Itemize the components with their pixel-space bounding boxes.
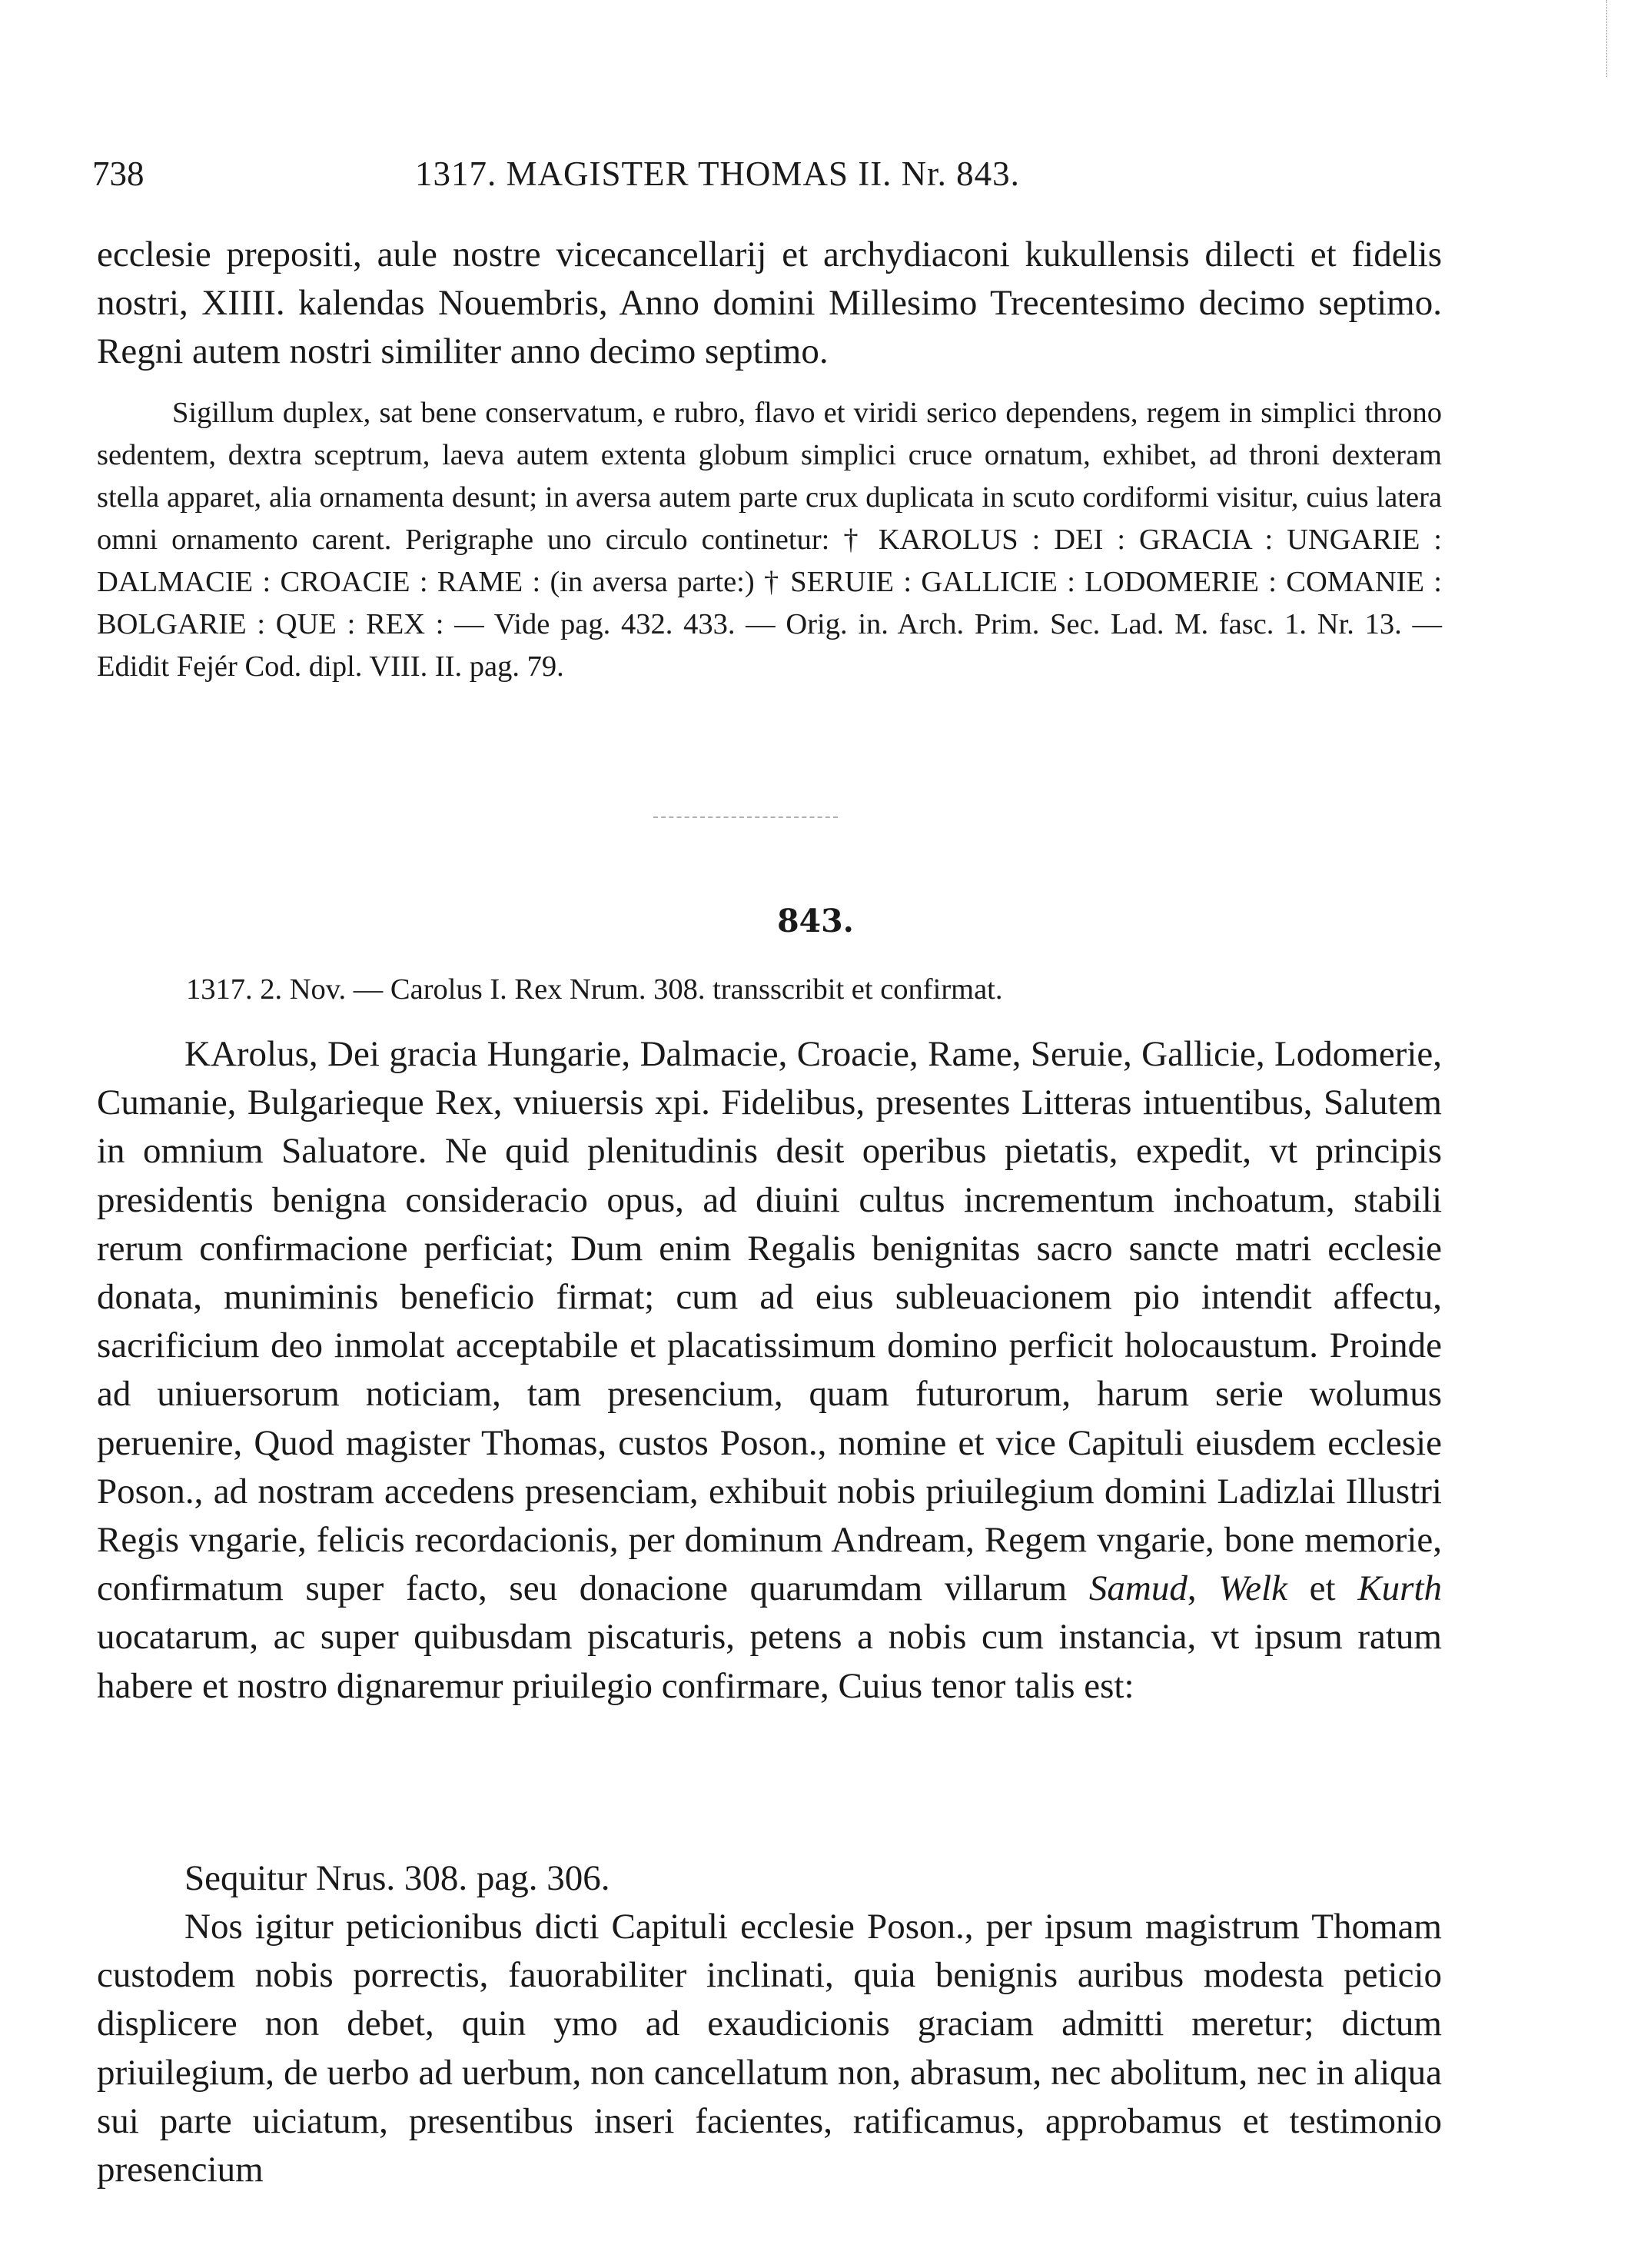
place-separator-1: , (1187, 1568, 1219, 1609)
charter-text-part2: uocatarum, ac super quibusdam piscaturis, petens a nobis cum instancia, vt ipsum ratum habere et nostro dignaremur priuilegio confirmare, Cuius tenor talis est: (97, 1617, 1442, 1706)
seal-description-note: Sigillum duplex, sat bene conservatum, e rubro, flavo et viridi serico dependens, regem in simplici throno sedentem, dextra sceptrum, laeva autem extenta globum simplici cruce ornatum, exhibet, ad throni dexteram stella apparet, alia ornamenta desunt; in aversa autem parte crux duplicata in scuto cordiformi visitur, cuius latera omni ornamento carent. Perigraphe uno circulo continetur: † KAROLUS : DEI : GRACIA : UNGARIE : DALMACIE : CROACIE : RAME : (in aversa parte:) † SERUIE : GALLICIE : LODOMERIE : COMANIE : BOLGARIE : QUE : REX : — Vide pag. 432. 433. — Orig. in. Arch. Prim. Sec. Lad. M. fasc. 1. Nr. 13. — Edidit Fejér Cod. dipl. VIII. II. pag. 79. (97, 397, 1442, 683)
sequitur-reference: Sequitur Nrus. 308. pag. 306. (184, 1858, 610, 1898)
place-separator-2: et (1287, 1568, 1358, 1609)
scan-edge-mark (1606, 0, 1613, 77)
page-number: 738 (92, 155, 144, 193)
place-name-samud: Samud (1088, 1568, 1188, 1609)
continuation-paragraph: ecclesie prepositi, aule nostre vicecancellarij et archydiaconi kukullensis dilecti et fidelis nostri, XIIII. kalendas Nouembris, Anno domini Millesimo Trecentesimo decimo septimo. Regni autem nostri similiter anno decimo septimo. (97, 234, 1442, 371)
running-head (92, 154, 1537, 200)
confirmation-paragraph: Nos igitur peticionibus dicti Capituli ecclesie Poson., per ipsum magistrum Thomam custodem nobis porrectis, fauorabiliter inclinati, quia benignis auribus modesta peticio displicere non debet, quin ymo ad exaudicionis graciam admitti meretur; dictum priuilegium, de uerbo ad uerbum, non cancellatum non, abrasum, nec abolitum, nec in aliqua sui parte uiciatum, presentibus inseri facientes, ratificamus, approbamus et testimonio presencium (97, 1907, 1442, 2190)
section-separator (653, 816, 838, 818)
place-name-kurth: Kurth (1357, 1568, 1443, 1609)
charter-body-paragraph (97, 1030, 1442, 1711)
charter-text-part1: KArolus, Dei gracia Hungarie, Dalmacie, Croacie, Rame, Seruie, Gallicie, Lodomerie, Cumanie, Bulgarieque Rex, vniuersis xpi. Fidelibus, presentes Litteras intuentibus, Salutem in omnium Saluatore. Ne quid plenitudinis desit operibus pietatis, expedit, vt principis presidentis benigna consideracio opus, ad diuini cultus incrementum inchoatum, stabili rerum confirmacione perficiat; Dum enim Regalis benignitas sacro sancte matri ecclesie donata, muniminis beneficio firmat; cum ad eius subleuacionem pio intendit affectu, sacrificium deo inmolat acceptabile et placatissimum domino perficit holocaustum. Proinde ad uniuersorum noticiam, tam presencium, quam futurorum, harum serie wolumus peruenire, Quod magister Thomas, custos Poson., nomine et vice Capituli eiusdem ecclesie Poson., ad nostram accedens presenciam, exhibuit nobis priuilegium domini Ladizlai Illustri Regis vngarie, felicis recordacionis, per dominum Andream, Regem vngarie, bone memorie, confirmatum super facto, seu donacione quarumdam villarum (97, 1034, 1442, 1609)
running-title: 1317. MAGISTER THOMAS II. Nr. 843. (415, 155, 1020, 193)
entry-number: 843. (777, 903, 854, 939)
place-name-welk: Welk (1218, 1568, 1287, 1609)
entry-summary: 1317. 2. Nov. — Carolus I. Rex Nrum. 308. transscribit et confirmat. (186, 973, 1003, 1006)
